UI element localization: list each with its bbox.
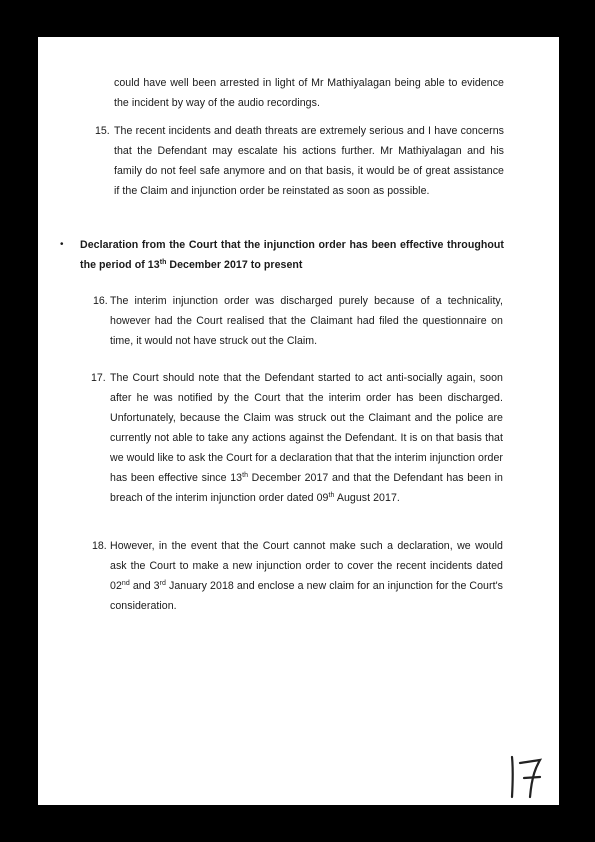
paragraph-number: 17. (91, 372, 106, 384)
paragraph-number: 18. (92, 540, 107, 552)
paragraph-number: 15. (95, 125, 110, 137)
paragraph-text: However, in the event that the Court cannot make such a declaration, we would ask the Court to make a new injunction order to cover the recent incidents dated 02nd and 3rd January 2018 and enclose a new claim for an injunction for the Court's consideration. (110, 540, 503, 612)
paragraph-text: The recent incidents and death threats are extremely serious and I have concerns that the Defendant may escalate his actions further. Mr Mathiyalagan and his family do not feel safe anymore and on that basis, it would be of great assistance if the Claim and injunction order be reinstated as soon as possible. (114, 125, 504, 197)
paragraph-text: The Court should note that the Defendant started to act anti-socially again, soon after he was notified by the Court that the interim order has been discharged. Unfortunately, because the Claim was struck out the Claimant and the police are currently not able to take any actions against the Defendant. It is on that basis that we would like to ask the Court for a declaration that that the interim injunction order has been effective since 13th December 2017 and that the Defendant has been in breach of the interim injunction order dated 09th August 2017. (110, 372, 503, 504)
handwritten-page-number (504, 753, 544, 801)
bullet-icon: • (60, 239, 64, 250)
heading-text: Declaration from the Court that the injunction order has been effective throughout the period of 13th December 2017 to present (80, 239, 504, 271)
continuation-paragraph: could have well been arrested in light of Mr Mathiyalagan being able to evidence the incident by way of the audio recordings. (114, 77, 504, 109)
paragraph-number: 16. (93, 295, 108, 307)
document-page (38, 37, 559, 805)
paragraph-text: The interim injunction order was discharged purely because of a technicality, however had the Court realised that the Claimant had filed the questionnaire on time, it would not have struck out the Claim. (110, 295, 503, 347)
